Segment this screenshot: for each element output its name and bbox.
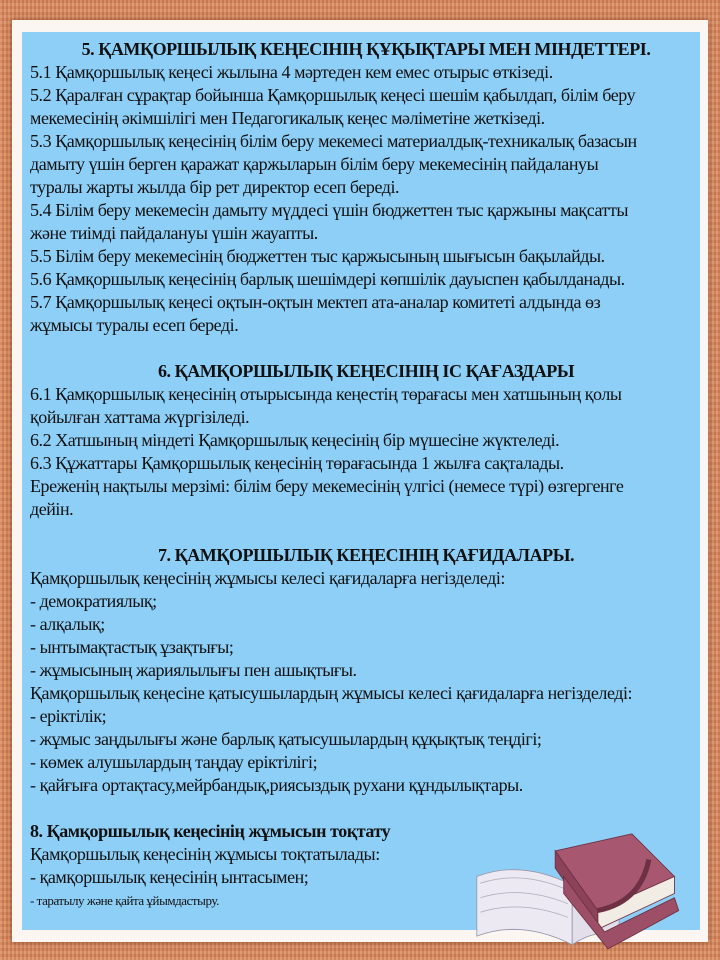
text-line: Қамқоршылық кеңесіне қатысушылардың жұмысы келесі қағидаларға негізделеді: <box>30 683 633 703</box>
text-line: 5.4 Білім беру мекемесін дамыту мүддесі үшін бюджеттен тыс қаржыны мақсатты <box>30 200 629 220</box>
text-line: 5.6 Қамқоршылық кеңесінің барлық шешімдері көпшілік дауыспен қабылданады. <box>30 269 625 289</box>
text-line: дамыту үшін берген қаражат қаржыларын білім беру мекемесінің пайдалануы <box>30 154 599 174</box>
text-line: Ереженің нақтылы мерзімі: білім беру мекемесінің үлгісі (немесе түрі) өзгергенге <box>30 476 624 496</box>
text-line: 5.7 Қамқоршылық кеңесі оқтын-оқтын мектеп ата-аналар комитеті алдында өз <box>30 292 601 312</box>
text-line: Қамқоршылық кеңесінің жұмысы тоқтатылады: <box>30 844 380 864</box>
text-line <box>30 521 702 544</box>
text-line: - еріктілік; <box>30 706 107 726</box>
text-line: мекемесінің әкімшілігі мен Педагогикалық кеңес мәліметіне жеткізеді. <box>30 108 545 128</box>
text-line: 6.2 Хатшының міндеті Қамқоршылық кеңесінің бір мүшесіне жүктеледі. <box>30 430 560 450</box>
text-line: - ынтымақтастық ұзақтығы; <box>30 637 234 657</box>
text-line: 6.1 Қамқоршылық кеңесінің отырысында кеңестің төрағасы мен хатшының қолы <box>30 384 622 404</box>
text-line: дейін. <box>30 499 74 519</box>
text-line: 5.3 Қамқоршылық кеңесінің білім беру мекемесі материалдық-техникалық базасын <box>30 131 637 151</box>
text-line: - таратылу және қайта ұйымдастыру. <box>30 893 219 908</box>
text-line: қойылған хаттама жүргізіледі. <box>30 407 250 427</box>
section-heading: 5. ҚАМҚОРШЫЛЫҚ КЕҢЕСІНІҢ ҚҰҚЫҚТАРЫ МЕН МІНДЕТТЕРІ. <box>81 39 651 59</box>
document-text <box>30 38 702 912</box>
text-line <box>30 797 702 820</box>
text-line: 5.1 Қамқоршылық кеңесі жылына 4 мәртеден кем емес отырыс өткізеді. <box>30 62 553 82</box>
text-line: жұмысы туралы есеп береді. <box>30 315 239 335</box>
section-heading: 8. Қамқоршылық кеңесінің жұмысын тоқтату <box>30 821 391 841</box>
text-line: және тиімді пайдалануы үшін жауапты. <box>30 223 318 243</box>
text-line: 5.5 Білім беру мекемесінің бюджеттен тыс қаржысының шығысын бақылайды. <box>30 246 605 266</box>
text-line: - қайғыға ортақтасу,мейрбандық,риясыздық рухани құндылықтары. <box>30 775 523 795</box>
text-line: - алқалық; <box>30 614 105 634</box>
text-line: 6.3 Құжаттары Қамқоршылық кеңесінің төрағасында 1 жылға сақталады. <box>30 453 564 473</box>
text-line: - жұмысының жариялылығы пен ашықтығы. <box>30 660 357 680</box>
text-line: Қамқоршылық кеңесінің жұмысы келесі қағидаларға негізделеді: <box>30 568 505 588</box>
text-line: - жұмыс заңдылығы және барлық қатысушылардың құқықтық теңдігі; <box>30 729 542 749</box>
section-heading: 7. ҚАМҚОРШЫЛЫҚ КЕҢЕСІНІҢ ҚАҒИДАЛАРЫ. <box>157 545 574 565</box>
text-line <box>30 337 702 360</box>
text-line: туралы жарты жылда бір рет директор есеп береді. <box>30 177 400 197</box>
text-line: 5.2 Қаралған сұрақтар бойынша Қамқоршылық кеңесі шешім қабылдап, білім беру <box>30 85 636 105</box>
section-heading: 6. ҚАМҚОРШЫЛЫҚ КЕҢЕСІНІҢ ІС ҚАҒАЗДАРЫ <box>157 361 575 381</box>
text-line: - қамқоршылық кеңесінің ынтасымен; <box>30 867 309 887</box>
text-line: - көмек алушылардың таңдау еріктілігі; <box>30 752 318 772</box>
text-line: - демократиялық; <box>30 591 157 611</box>
